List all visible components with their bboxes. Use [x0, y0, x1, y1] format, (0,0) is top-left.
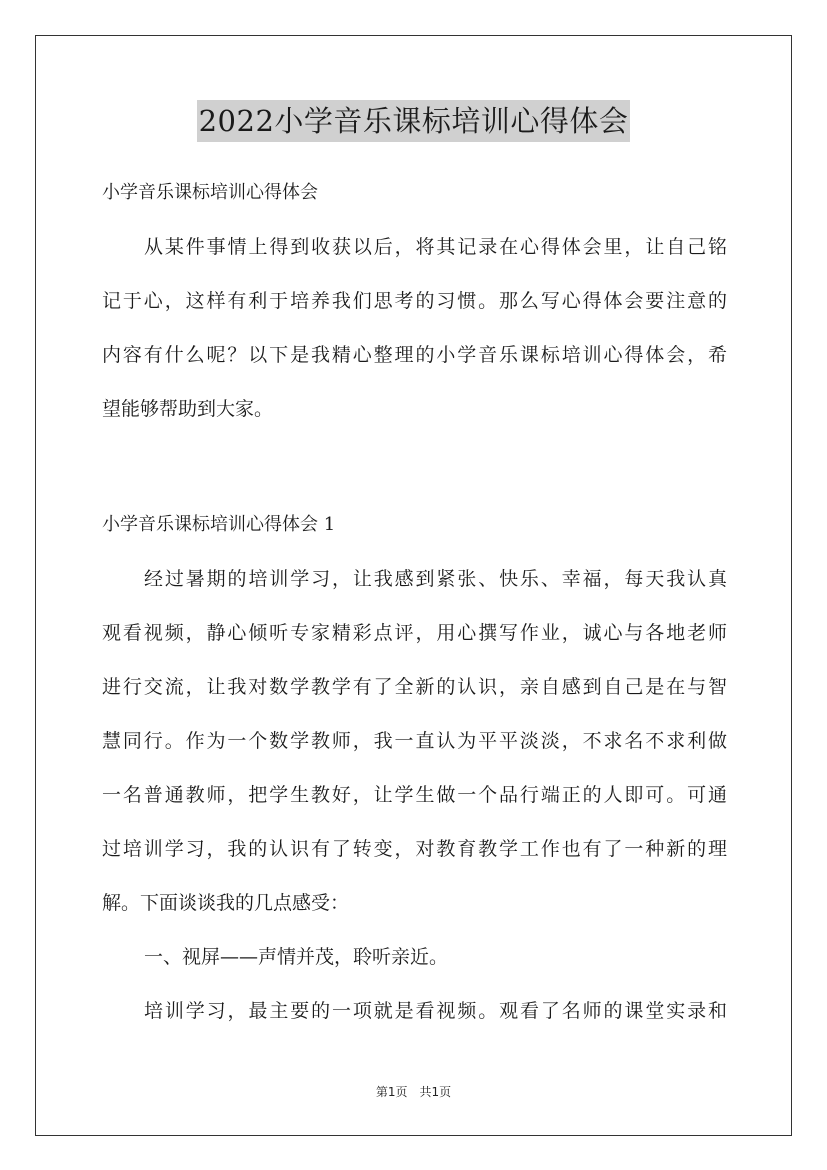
document-title: 2022小学音乐课标培训心得体会 — [197, 100, 631, 142]
paragraph-line: 记于心，这样有利于培养我们思考的习惯。那么写心得体会要注意的 — [102, 290, 727, 312]
paragraph-line: 观看视频，静心倾听专家精彩点评，用心撰写作业，诚心与各地老师 — [102, 622, 727, 644]
intro-heading: 小学音乐课标培训心得体会 — [102, 182, 318, 203]
paragraph-line: 过培训学习，我的认识有了转变，对教育教学工作也有了一种新的理 — [102, 838, 727, 860]
paragraph-line: 慧同行。作为一个数学教师，我一直认为平平淡淡，不求名不求利做 — [102, 730, 727, 752]
page-footer: 第1页 共1页 — [375, 1085, 452, 1099]
paragraph-line: 望能够帮助到大家。 — [102, 398, 274, 420]
paragraph-line: 培训学习，最主要的一项就是看视频。观看了名师的课堂实录和 — [144, 1000, 727, 1022]
paragraph-line: 进行交流，让我对数学教学有了全新的认识，亲自感到自己是在与智 — [102, 676, 727, 698]
title-container — [0, 100, 827, 142]
section-heading: 小学音乐课标培训心得体会 1 — [102, 514, 336, 535]
document-body — [102, 176, 727, 1038]
paragraph-line: 一名普通教师，把学生教好，让学生做一个品行端正的人即可。可通 — [102, 784, 727, 806]
point-heading: 一、视屏——声情并茂，聆听亲近。 — [144, 946, 449, 968]
paragraph-line: 经过暑期的培训学习，让我感到紧张、快乐、幸福，每天我认真 — [144, 568, 727, 590]
paragraph-line: 内容有什么呢？以下是我精心整理的小学音乐课标培训心得体会，希 — [102, 344, 727, 366]
paragraph-line: 解。下面谈谈我的几点感受： — [102, 892, 350, 914]
paragraph-line: 从某件事情上得到收获以后，将其记录在心得体会里，让自己铭 — [144, 236, 727, 258]
